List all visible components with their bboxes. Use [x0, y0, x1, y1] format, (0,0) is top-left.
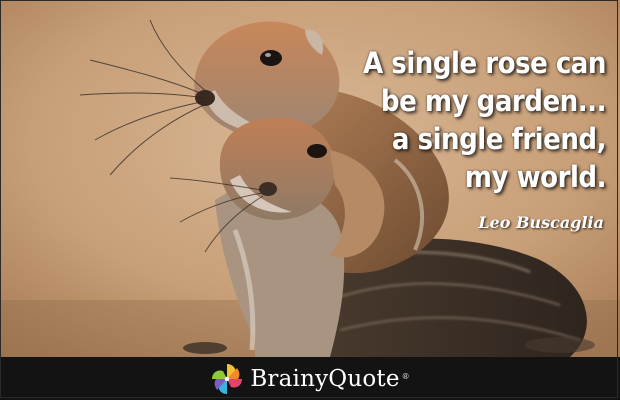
quote-line: a single friend, [391, 122, 606, 156]
quote-author: Leo Buscaglia [478, 213, 604, 232]
quote-line: be my garden... [380, 84, 606, 118]
quote-line: A single rose can [363, 46, 606, 80]
quote-line: my world. [464, 160, 606, 194]
brand-name: BrainyQuote [250, 365, 400, 392]
registered-mark: ® [401, 371, 410, 381]
